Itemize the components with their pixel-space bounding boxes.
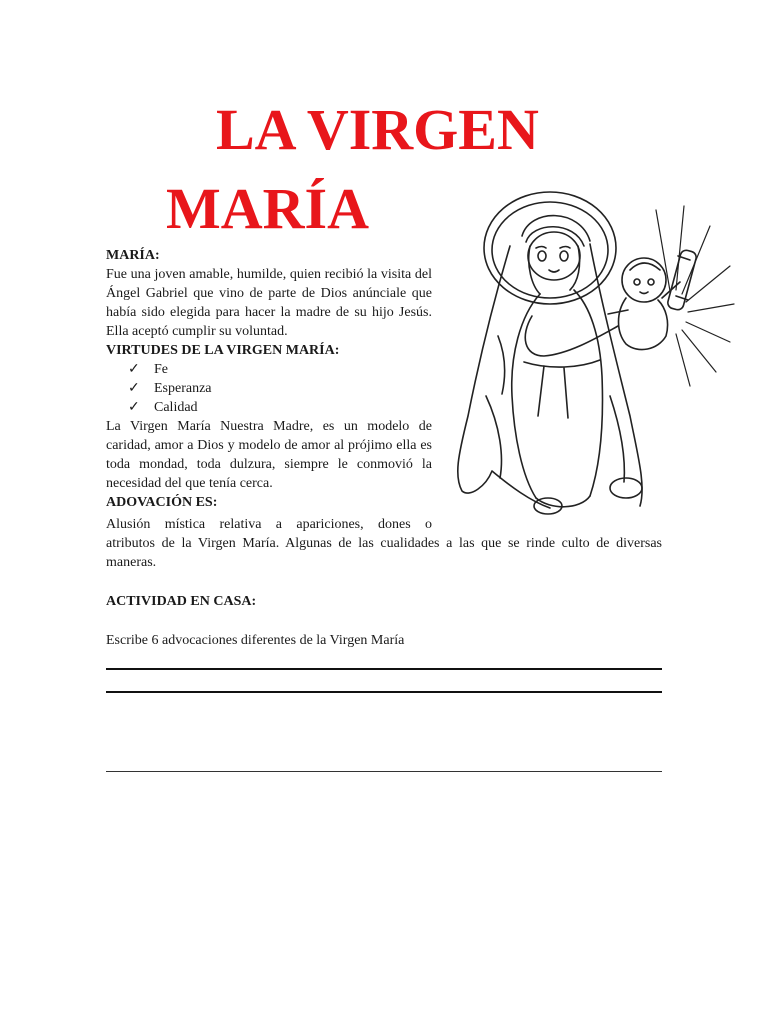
advocation-heading: ADOVACIÓN ES: [106,495,218,510]
virtues-heading: VIRTUDES DE LA VIRGEN MARÍA: [106,343,340,358]
maria-text: Fue una joven amable, humilde, quien recibió la visita del Ángel Gabriel que vino de parte de Dios anúnciale que había sido elegida para hacer la madre de su hijo Jesús. Ella aceptó cumplir su voluntad. [106,267,432,339]
page-title-line-2: MARÍA [166,176,369,241]
activity-heading: ACTIVIDAD EN CASA: [106,594,257,609]
advocation-text-rest: atributos de la Virgen María. Algunas de las cualidades a las que se rinde culto de diversas maneras. [106,536,662,570]
list-item [128,379,432,398]
list-item [128,360,432,379]
checkmark-icon: ✓ [128,400,140,415]
virtues-text: La Virgen María Nuestra Madre, es un modelo de caridad, amor a Dios y modelo de amor al prójimo ella es toda mondad, toda dulzura, siempre le conmovió la necesidad del que tenía cerca. [106,419,432,491]
virtues-list [106,360,432,417]
virtue-label: Esperanza [154,381,212,396]
activity-instruction: Escribe 6 advocaciones diferentes de la Virgen María [106,633,405,648]
page-title-line-1: LA VIRGEN [216,97,539,162]
answer-line[interactable] [106,691,662,693]
virgin-mary-with-child-icon [440,186,736,526]
advocation-text-first: Alusión mística relativa a apariciones, dones o [106,517,432,532]
virtue-label: Calidad [154,400,198,415]
advocation-text [106,515,662,572]
virtue-label: Fe [154,362,168,377]
main-text-column [106,246,432,512]
maria-heading: MARÍA: [106,248,160,263]
checkmark-icon: ✓ [128,381,140,396]
answer-line[interactable] [106,771,662,772]
list-item [128,398,432,417]
checkmark-icon: ✓ [128,362,140,377]
answer-line[interactable] [106,668,662,670]
